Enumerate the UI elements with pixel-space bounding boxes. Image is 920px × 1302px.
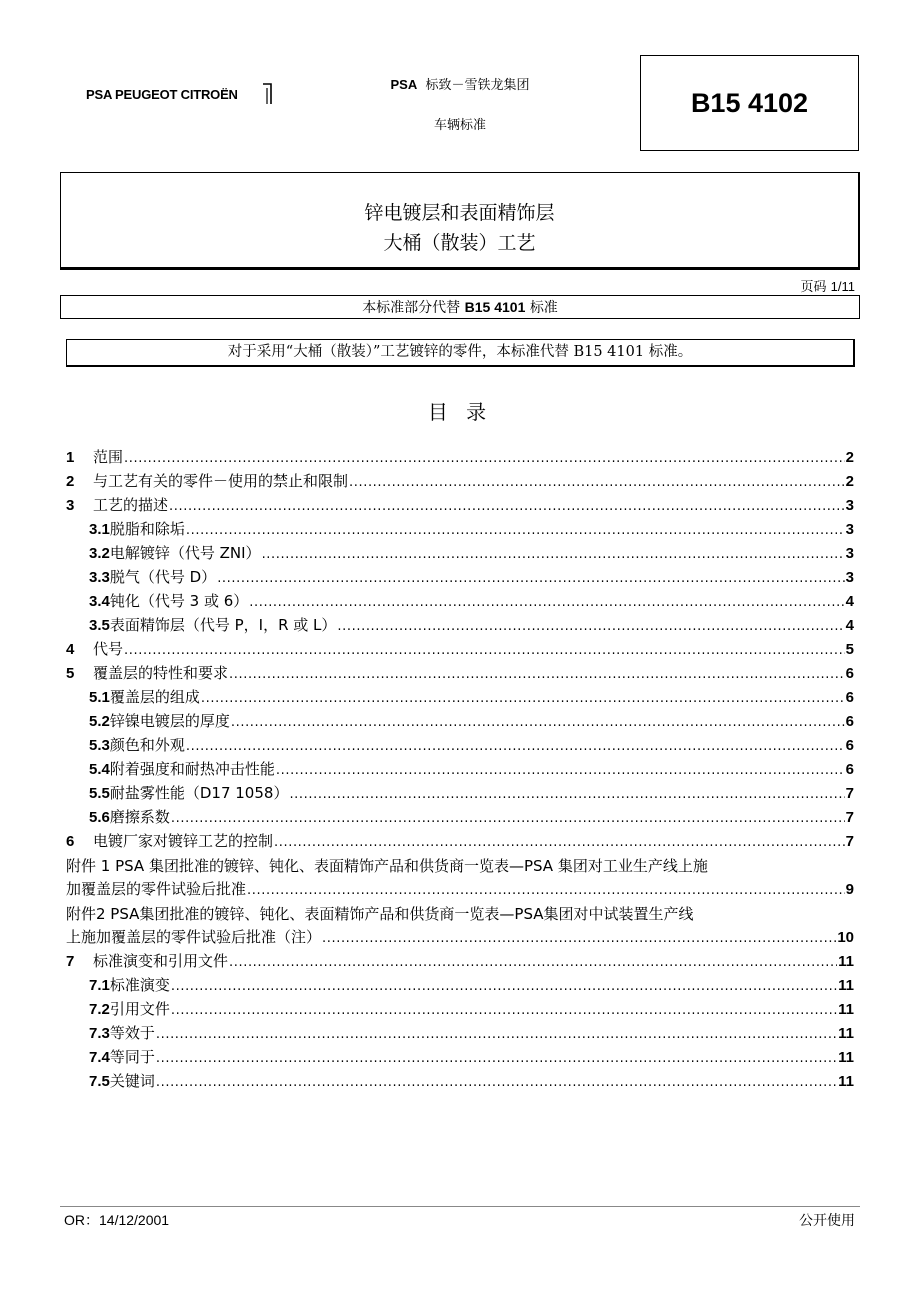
toc-number: 3.1 <box>89 521 110 538</box>
title-line-1: 锌电镀层和表面精饰层 <box>364 202 555 224</box>
toc-title: 标准演变和引用文件 <box>93 952 229 970</box>
toc-title: 磨擦系数 <box>109 808 170 826</box>
footer-date: OR：14/12/2001 <box>64 1212 170 1228</box>
page-number <box>700 276 855 295</box>
toc-page: 11 <box>838 1073 854 1090</box>
toc-entry[interactable] <box>66 758 854 782</box>
toc-title: 脱气（代号 D） <box>109 568 217 586</box>
toc-entry[interactable] <box>66 1046 854 1070</box>
toc-heading: 目 录 <box>427 400 493 424</box>
toc-number: 5.4 <box>89 761 110 778</box>
footer-divider <box>60 1206 860 1207</box>
toc-page: 11 <box>838 1001 854 1018</box>
replace-notice <box>60 295 860 319</box>
table-of-contents <box>66 446 854 1094</box>
toc-leader <box>289 787 844 802</box>
toc-entry[interactable] <box>66 662 854 686</box>
toc-page: 3 <box>845 545 854 562</box>
toc-title: 标准演变 <box>109 976 170 994</box>
toc-page: 3 <box>845 521 854 538</box>
toc-annex-2-line-1[interactable]: 附件2 PSA集团批准的镀锌、钝化、表面精饰产品和供货商一览表—PSA集团对中试装置生产线 <box>66 905 694 923</box>
toc-leader <box>156 1027 837 1042</box>
toc-entry[interactable] <box>66 830 854 854</box>
company-name: 标致－雪铁龙集团 <box>425 78 530 93</box>
toc-page: 5 <box>845 641 854 658</box>
company-logo-text: PSA PEUGEOT CITROËN <box>86 87 238 102</box>
toc-entry[interactable] <box>66 494 854 518</box>
toc-leader <box>276 763 845 778</box>
toc-number: 3.4 <box>89 593 110 610</box>
toc-entry[interactable] <box>66 638 854 662</box>
replace-notice-pre: 本标准部分代替 <box>362 300 461 316</box>
title-box <box>60 172 860 270</box>
toc-leader <box>171 1003 837 1018</box>
toc-number: 7 <box>66 953 75 970</box>
toc-page: 3 <box>845 569 854 586</box>
document-number: B15 4102 <box>690 87 809 118</box>
toc-number: 3 <box>66 497 75 514</box>
toc-leader <box>229 667 845 682</box>
toc-number: 2 <box>66 473 75 490</box>
replacement-note: 对于采用“大桶（散装）”工艺镀锌的零件，本标准代替 B15 4101 标准。 <box>66 339 855 367</box>
toc-leader <box>274 835 845 850</box>
toc-leader <box>231 715 845 730</box>
toc-number: 5.1 <box>89 689 110 706</box>
toc-page: 11 <box>838 1049 854 1066</box>
toc-title: 工艺的描述 <box>93 496 169 514</box>
toc-number: 5.5 <box>89 785 110 802</box>
toc-page: 11 <box>838 953 854 970</box>
toc-leader <box>171 979 837 994</box>
replace-notice-post: 标准 <box>529 300 558 316</box>
toc-title: 代号 <box>93 640 124 658</box>
toc-leader <box>186 523 845 538</box>
toc-page: 2 <box>845 449 854 466</box>
toc-page: 6 <box>845 761 854 778</box>
toc-entry[interactable] <box>66 806 854 830</box>
toc-entry[interactable] <box>66 590 854 614</box>
toc-title: 钝化（代号 3 或 6） <box>109 592 249 610</box>
toc-leader <box>229 955 837 970</box>
toc-page: 7 <box>845 833 854 850</box>
toc-page: 6 <box>845 737 854 754</box>
toc-title: 引用文件 <box>109 1000 170 1018</box>
toc-number: 7.4 <box>89 1049 110 1066</box>
toc-entry[interactable] <box>66 998 854 1022</box>
toc-title: 锌镍电镀层的厚度 <box>109 712 230 730</box>
toc-title: 电解镀锌（代号 ZNI） <box>109 544 261 562</box>
toc-title: 覆盖层的特性和要求 <box>93 664 229 682</box>
toc-leader <box>171 811 845 826</box>
toc-entry[interactable] <box>66 614 854 638</box>
toc-title: 与工艺有关的零件－使用的禁止和限制 <box>93 472 349 490</box>
toc-leader <box>201 691 845 706</box>
toc-title: 表面精饰层（代号 P，I，R 或 L） <box>109 616 337 634</box>
toc-part-2 <box>66 950 854 1094</box>
toc-page: 11 <box>838 977 854 994</box>
toc-page: 4 <box>845 617 854 634</box>
toc-number: 7.2 <box>89 1001 110 1018</box>
toc-title: 范围 <box>93 448 124 466</box>
toc-title: 脱脂和除垢 <box>109 520 185 538</box>
toc-number: 6 <box>66 833 75 850</box>
toc-entry[interactable] <box>66 446 854 470</box>
toc-page: 3 <box>845 497 854 514</box>
toc-leader <box>249 595 844 610</box>
toc-title: 电镀厂家对镀锌工艺的控制 <box>93 832 274 850</box>
toc-page: 6 <box>845 689 854 706</box>
toc-page: 11 <box>838 1025 854 1042</box>
toc-entry[interactable] <box>66 974 854 998</box>
company-heading <box>360 74 560 93</box>
toc-title: 附着强度和耐热冲击性能 <box>109 760 275 778</box>
toc-title: 上施加覆盖层的零件试验后批准（注） <box>66 928 322 946</box>
toc-leader <box>169 499 845 514</box>
toc-entry[interactable] <box>66 542 854 566</box>
toc-number: 5.2 <box>89 713 110 730</box>
page-value: 1/11 <box>830 279 855 294</box>
toc-leader <box>337 619 844 634</box>
toc-leader <box>156 1075 837 1090</box>
toc-page: 6 <box>845 665 854 682</box>
toc-entry[interactable] <box>66 566 854 590</box>
toc-leader <box>262 547 845 562</box>
toc-leader <box>217 571 844 586</box>
toc-number: 5.6 <box>89 809 110 826</box>
toc-title: 耐盐雾性能（D17 1058） <box>109 784 289 802</box>
toc-title: 覆盖层的组成 <box>109 688 200 706</box>
toc-number: 4 <box>66 641 75 658</box>
page-label: 页码 <box>800 280 827 295</box>
toc-number: 5 <box>66 665 75 682</box>
toc-number: 3.5 <box>89 617 110 634</box>
toc-number: 3.2 <box>89 545 110 562</box>
toc-title: 等同于 <box>109 1048 155 1066</box>
toc-number: 1 <box>66 449 75 466</box>
toc-part-1 <box>66 446 854 854</box>
toc-leader <box>156 1051 837 1066</box>
toc-page: 7 <box>845 785 854 802</box>
psa-logo-mark-icon <box>262 83 272 105</box>
toc-title: 加覆盖层的零件试验后批准 <box>66 880 247 898</box>
toc-entry[interactable] <box>66 1070 854 1094</box>
toc-page: 9 <box>845 881 854 898</box>
footer-classification: 公开使用 <box>799 1213 855 1229</box>
toc-leader <box>124 451 845 466</box>
toc-entry[interactable] <box>66 710 854 734</box>
toc-annex-1-line-1[interactable]: 附件 1 PSA 集团批准的镀锌、钝化、表面精饰产品和供货商一览表—PSA 集团对工业生产线上施 <box>66 857 708 875</box>
toc-title: 关键词 <box>109 1072 155 1090</box>
toc-number: 3.3 <box>89 569 110 586</box>
standard-type: 车辆标准 <box>433 118 486 133</box>
toc-annex-1-line-2[interactable] <box>66 878 854 902</box>
toc-page: 6 <box>845 713 854 730</box>
toc-entry[interactable] <box>66 950 854 974</box>
toc-number: 7.3 <box>89 1025 110 1042</box>
toc-page: 10 <box>837 929 854 946</box>
toc-page: 2 <box>845 473 854 490</box>
toc-entry[interactable] <box>66 782 854 806</box>
toc-leader <box>247 883 845 898</box>
toc-entry[interactable] <box>66 518 854 542</box>
toc-number: 7.5 <box>89 1073 110 1090</box>
toc-entry[interactable] <box>66 734 854 758</box>
toc-page: 4 <box>845 593 854 610</box>
toc-title: 颜色和外观 <box>109 736 185 754</box>
toc-entry[interactable] <box>66 470 854 494</box>
toc-number: 7.1 <box>89 977 110 994</box>
title-line-2: 大桶（散装）工艺 <box>383 232 536 254</box>
toc-leader <box>322 931 836 946</box>
document-number-box <box>640 55 859 151</box>
toc-leader <box>349 475 845 490</box>
replace-notice-ref: B15 4101 <box>464 299 526 315</box>
company-prefix: PSA <box>390 77 418 92</box>
toc-annex-2-line-2[interactable] <box>66 926 854 950</box>
toc-page: 7 <box>845 809 854 826</box>
toc-leader <box>186 739 845 754</box>
toc-title: 等效于 <box>109 1024 155 1042</box>
toc-entry[interactable] <box>66 686 854 710</box>
toc-leader <box>124 643 845 658</box>
toc-entry[interactable] <box>66 1022 854 1046</box>
toc-number: 5.3 <box>89 737 110 754</box>
